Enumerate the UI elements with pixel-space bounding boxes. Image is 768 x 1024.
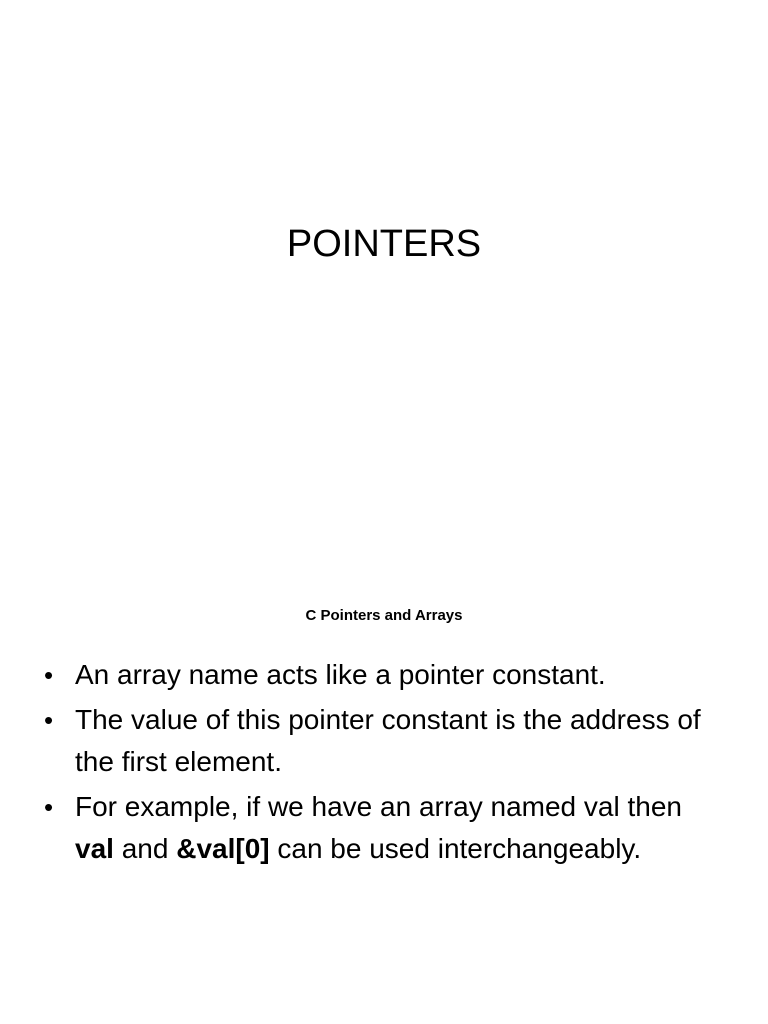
bold-term: val	[75, 833, 114, 864]
bullet-icon: •	[44, 660, 54, 690]
bullet-text: An array name acts like a pointer constant.	[75, 659, 606, 690]
list-item	[44, 786, 704, 870]
list-item	[44, 654, 704, 696]
bullet-icon: •	[44, 705, 54, 735]
list-item	[44, 699, 704, 783]
bold-term: &val[0]	[176, 833, 270, 864]
bullet-list	[44, 654, 704, 873]
bullet-text: For example, if we have an array named val then	[75, 791, 682, 822]
page-title: POINTERS	[286, 223, 482, 265]
bullet-text: and	[113, 833, 177, 864]
bullet-text: can be used interchangeably.	[269, 833, 642, 864]
section-subtitle: C Pointers and Arrays	[305, 607, 463, 624]
bullet-icon: •	[44, 792, 54, 822]
bullet-text: The value of this pointer constant is the address of the first element.	[75, 704, 701, 777]
